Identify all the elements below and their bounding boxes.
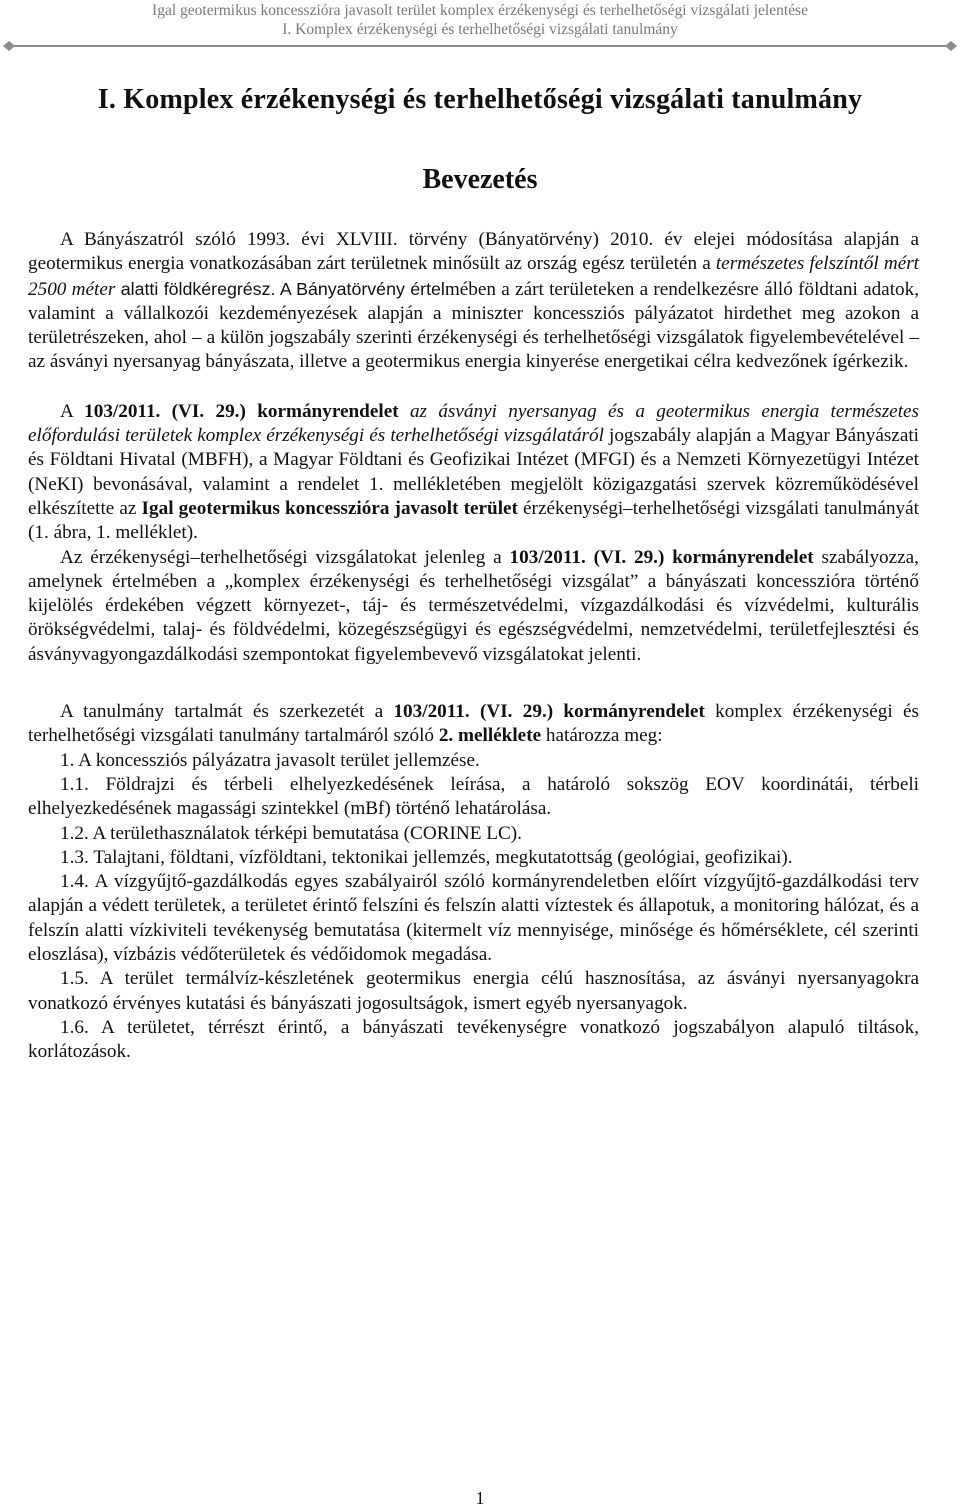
list-item: 1.5. A terület termálvíz-készletének geotermikus energia célú hasznosítása, az ásványi nyersanyagokra vonatkozó érvényes kutatási és bányászati jogosultságok, ismert egyéb nyersanyagok. [28,968,919,1014]
p3-bold-1: 103/2011. (VI. 29.) kormányrendelet [509,546,814,568]
p4-text-a: A tanulmány tartalmát és szerkezetét a [60,701,394,723]
p4-text-b: komplex érzékenységi és terhelhetőségi vizsgálati tanulmány tartalmáról szóló [28,701,919,747]
header-line-1: Igal geotermikus koncesszióra javasolt terület komplex érzékenységi és terhelhetőségi vizsgálati jelentése [152,2,808,19]
header-rule [0,39,960,53]
p1-italic: természetes felszíntől mért 2500 méter [28,253,920,300]
document-body [28,228,919,1065]
p2-text-a: A [60,400,85,422]
list-item: 1.4. A vízgyűjtő-gazdálkodás egyes szabályairól szóló kormányrendeletben előírt vízgyűjtő-gazdálkodási terv alapján a védett területek, a területet érintő felszíni és felszín alatti víztestek és állapotuk, a monitoring hálózat, és a felszín alatti vízkiviteli tevékenység bemutatása (kitermelt víz mennyisége, minősége és hőmérséklete, cél szerinti eloszlása), vízbázis védőterületek és védőidomok megadása. [28,871,919,966]
list-item: 1.2. A területhasználatok térképi bemutatása (CORINE LC). [60,822,522,844]
p2-text-c: érzékenységi–terhelhetőségi vizsgálati tanulmányát (1. ábra, 1. melléklet). [28,497,919,544]
p1-text-a: A Bányászatról szóló 1993. évi XLVIII. törvény (Bányatörvény) 2010. év elejei módosítása alapján a geotermikus energia vonatkozásában zárt területnek minősült az ország egész területén a [28,229,919,275]
p3-text-b: szabályozza, amelynek értelmében a „komplex érzékenységi és terhelhetőségi vizsgálat” a bányászati koncesszióra történő kijelölés érdekében végzett környezet-, táj- és természetvédelmi, vízgazdálkodási és vízvédelmi, kulturális örökségvédelmi, talaj- és földvédelmi, közegészségügyi és egészségvédelmi, nemzetvédelmi, területfejlesztési és ásványvagyongazdálkodási szempontokat figyelembevevő vizsgálatokat jelenti. [28,546,919,665]
list-item: 1.1. Földrajzi és térbeli elhelyezkedésének leírása, a határoló sokszög EOV koordinátái, térbeli elhelyezkedésének magassági szintekkel (mBf) történő lehatárolása. [28,773,919,820]
p2-text-b: jogszabály alapján a Magyar Bányászati és Földtani Hivatal (MBFH), a Magyar Földtani és Geofizikai Intézet (MFGI) és a Nemzeti Környezetügyi Intézet (NeKI) bevonásával, valamint a rendelet 1. mellékletében megjelölt közigazgatási szervek közreműködésével elkészítette az [28,425,919,519]
p2-bold-2: Igal geotermikus koncesszióra javasolt terület [141,497,518,519]
page-number: 1 [475,1488,485,1508]
header-line-2: I. Komplex érzékenységi és terhelhetőségi vizsgálati tanulmány [282,21,678,38]
list-item: 1. A koncessziós pályázatra javasolt terület jellemzése. [60,749,480,771]
paragraph-2 [28,400,919,546]
list-item: 1.3. Talajtani, földtani, vízföldtani, tektonikai jellemzés, megkutatottság (geológiai, geofizikai). [60,846,793,868]
list-item: 1.6. A területet, térrészt érintő, a bányászati tevékenységre vonatkozó jogszabályon alapuló tiltások, korlátozások. [28,1016,919,1063]
paragraph-3 [28,546,919,667]
p2-bold-1: 103/2011. (VI. 29.) kormányrendelet [84,400,399,422]
p4-text-c: határozza meg: [541,725,663,747]
paragraph-1 [28,228,919,375]
running-header [0,0,960,39]
p3-text-a: Az érzékenységi–terhelhetőségi vizsgálatokat jelenleg a [60,546,510,568]
p4-bold-1: 103/2011. (VI. 29.) kormányrendelet [393,701,705,723]
section-heading: Bevezetés [422,164,538,195]
p1-text-b: mében a zárt területeken a rendelkezésre álló földtani adatok, valamint a vállalkozói kezdeményezések alapján a miniszter koncessziós pályázatot hirdethet meg azokon a területrészeken, ahol – a külön jogszabály szerinti érzékenységi és terhelhetőségi vizsgálatok figyelembevételével – az ásványi nyersanyag bányászata, illetve a geotermikus energia kinyerése energetikai célra kedvezőnek ígérkezik. [28,278,920,373]
p1-sans: alatti földkéregrész. A Bányatörvény értel [115,278,445,299]
document-title: I. Komplex érzékenységi és terhelhetőségi vizsgálati tanulmány [97,84,863,115]
paragraph-4 [28,700,919,749]
p4-bold-2: 2. melléklete [438,725,542,747]
p2-italic: az ásványi nyersanyag és a geotermikus energia természetes előfordulási területek komplex érzékenységi és terhelhetőségi vizsgálatáról [28,400,920,447]
